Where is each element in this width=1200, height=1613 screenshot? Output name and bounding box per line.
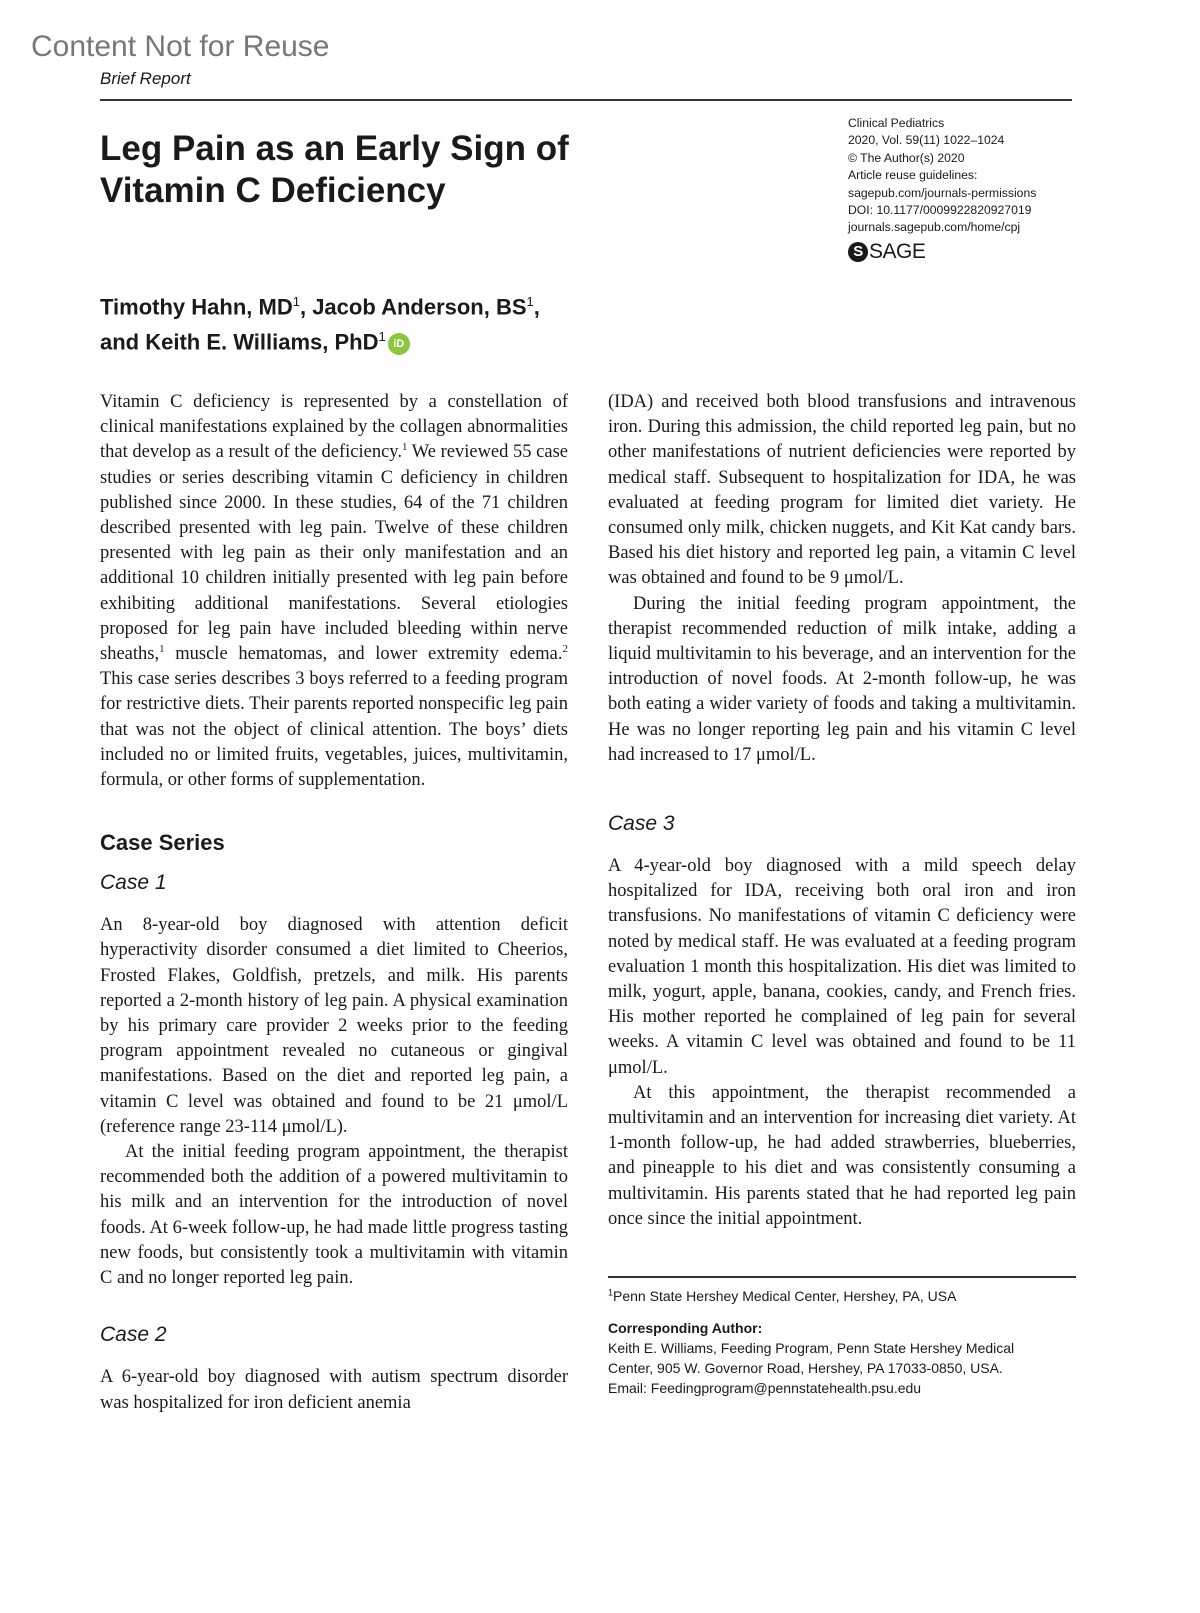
affiliation-marker: 1 <box>292 294 300 309</box>
affiliation-text: Penn State Hershey Medical Center, Hershey, PA, USA <box>613 1287 957 1304</box>
case-2-paragraph: (IDA) and received both blood transfusions and intravenous iron. During this admission, the child reported leg pain, but no other manifestations of nutrient deficiencies were reported by medical staff. Subsequent to hospitalization for IDA, he was evaluated at feeding program for limited diet variety. He consumed only milk, chicken nuggets, and Kit Kat candy bars. Based his diet history and reported leg pain, a vitamin C level was obtained and found to be 9 μmol/L. <box>608 392 1076 589</box>
case-3-paragraph: A 4-year-old boy diagnosed with a mild speech delay hospitalized for IDA, receiving both oral iron and iron transfusions. No manifestations of vitamin C deficiency were noted by medical staff. He was evaluated at a feeding program evaluation 1 month this hospitalization. His diet was limited to milk, yogurt, apple, banana, cookies, candy, and French fries. His mother reported he complained of leg pain for several weeks. A vitamin C level was obtained and found to be 11 μmol/L. <box>608 856 1076 1078</box>
affiliation-marker: 1 <box>378 329 386 345</box>
reference-link[interactable]: 2 <box>562 642 568 655</box>
footnote-rule <box>608 1276 1076 1278</box>
reuse-label: Article reuse guidelines: <box>848 168 978 183</box>
right-column <box>608 390 1076 1398</box>
intro-text: muscle hematomas, and lower extremity edema. <box>164 644 563 665</box>
author-separator: , <box>299 294 313 320</box>
affiliation-marker: 1 <box>608 1286 614 1297</box>
reference-link[interactable]: 1 <box>159 642 165 655</box>
corresponding-author-address: Keith E. Williams, Feeding Program, Penn State Hershey Medical <box>608 1339 1015 1356</box>
left-column <box>100 390 568 1416</box>
intro-text: We reviewed 55 case studies or series describing vitamin C deficiency in children published since 2000. In these studies, 64 of the 71 children described presented with leg pain. Twelve of these children presented with leg pain as their only manifestation and an additional 10 children initially presented with leg pain before exhibiting additional manifestations. Several etiologies proposed for leg pain have included bleeding within nerve sheaths, <box>100 442 569 665</box>
case-1-heading: Case 1 <box>100 871 167 895</box>
author-name: Timothy Hahn, MD <box>100 294 293 320</box>
case-2-paragraph: During the initial feeding program appointment, the therapist recommended reduction of milk intake, adding a liquid multivitamin to his beverage, and an intervention for the introduction of novel foods. At 2-month follow-up, he was both eating a wider variety of foods and taking a multivitamin. He was no longer reporting leg pain and his vitamin C level had increased to 17 μmol/L. <box>608 593 1076 765</box>
case-3-heading: Case 3 <box>608 812 675 836</box>
journal-info <box>848 115 1078 262</box>
sage-s-icon: S <box>848 242 868 262</box>
reference-link[interactable]: 1 <box>401 441 408 454</box>
reuse-link[interactable]: sagepub.com/journals-permissions <box>848 185 1037 200</box>
journal-citation: 2020, Vol. 59(11) 1022–1024 <box>848 133 1005 148</box>
publisher-name: SAGE <box>869 240 926 264</box>
author-list <box>100 287 660 358</box>
author-name: Jacob Anderson, BS <box>312 294 527 320</box>
journal-copyright: © The Author(s) 2020 <box>848 150 965 165</box>
doi-link[interactable]: DOI: 10.1177/0009922820927019 <box>848 203 1032 218</box>
affiliation-marker: 1 <box>526 294 534 309</box>
author-separator: , <box>533 294 540 320</box>
case-3-paragraph: At this appointment, the therapist recommended a multivitamin and an intervention for increasing diet variety. At 1-month follow-up, he had added strawberries, blueberries, and pineapple to his diet and was consistently consuming a multivitamin. His parents stated that he had reported leg pain once since the initial appointment. <box>608 1082 1076 1229</box>
intro-paragraph <box>100 390 568 793</box>
orcid-icon[interactable]: iD <box>388 333 410 355</box>
journal-name: Clinical Pediatrics <box>848 116 945 130</box>
publisher-logo <box>848 242 1078 262</box>
title-line: Leg Pain as an Early Sign of <box>100 129 569 168</box>
title-line: Vitamin C Deficiency <box>100 171 446 210</box>
article-title <box>100 128 660 212</box>
journal-homepage-link[interactable]: journals.sagepub.com/home/cpj <box>848 220 1021 235</box>
case-2-heading: Case 2 <box>100 1323 167 1347</box>
corresponding-author-address: Center, 905 W. Governor Road, Hershey, PA 17033-0850, USA. <box>608 1359 1003 1376</box>
section-label: Brief Report <box>100 69 191 88</box>
corresponding-author-heading: Corresponding Author: <box>608 1319 763 1336</box>
corresponding-author-email[interactable]: Email: Feedingprogram@pennstatehealth.psu.edu <box>608 1379 922 1396</box>
watermark: Content Not for Reuse <box>31 30 330 63</box>
case-series-heading: Case Series <box>100 830 225 856</box>
intro-text: This case series describes 3 boys referred to a feeding program for restrictive diets. Their parents reported nonspecific leg pain that was not the object of clinical attention. The boys’ diets included no or limited fruits, vegetables, juices, multivitamin, formula, or other forms of supplementation. <box>100 669 568 791</box>
case-1-paragraph: An 8-year-old boy diagnosed with attention deficit hyperactivity disorder consumed a diet limited to Cheerios, Frosted Flakes, Goldfish, pretzels, and milk. His parents reported a 2-month history of leg pain. A physical examination by his primary care provider 2 weeks prior to the feeding program appointment revealed no cutaneous or gingival manifestations. Based on the diet and reported leg pain, a vitamin C level was obtained and found to be 21 μmol/L (reference range 23-114 μmol/L). <box>100 915 568 1137</box>
intro-text: Vitamin C deficiency is represented by a constellation of clinical manifestations explained by the collagen abnormalities that develop as a result of the deficiency. <box>100 392 568 463</box>
case-2-paragraph: A 6-year-old boy diagnosed with autism spectrum disorder was hospitalized for iron deficient anemia <box>100 1367 568 1413</box>
author-name: and Keith E. Williams, PhD <box>100 329 379 355</box>
header-rule <box>100 99 1072 101</box>
case-1-paragraph: At the initial feeding program appointment, the therapist recommended both the addition of a powered multivitamin to his milk and an intervention for the introduction of novel foods. At 6-week follow-up, he had made little progress tasting new foods, but consistently took a multivitamin with vitamin C and no longer reported leg pain. <box>100 1142 568 1289</box>
affiliation-footnote <box>608 1286 1076 1306</box>
